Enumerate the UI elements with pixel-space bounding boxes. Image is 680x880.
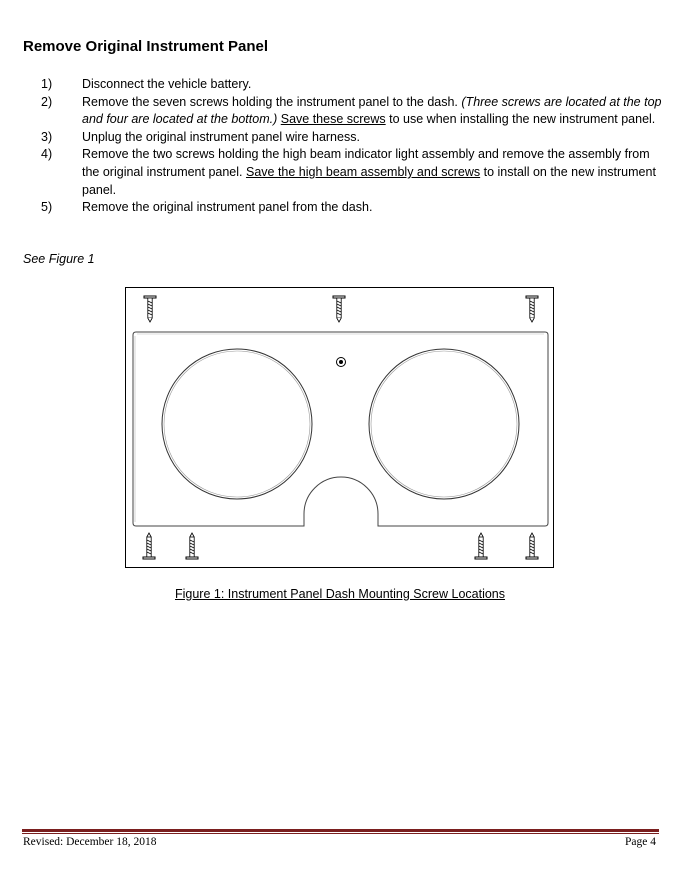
step-text [82,94,662,129]
step-text-part: to use when installing the new instrument panel. [385,112,656,127]
instruction-list [41,76,661,217]
figure-caption: Figure 1: Instrument Panel Dash Mounting Screw Locations [174,587,506,601]
instrument-panel-figure [125,287,554,568]
step-text-underline: Save these screws [280,112,386,127]
left-gauge-circle [162,349,312,499]
top-center-screw [333,296,345,322]
list-item [41,76,661,94]
top-left-screw [144,296,156,322]
step-number: 2) [41,94,53,109]
right-gauge-circle [369,349,519,499]
page-heading: Remove Original Instrument Panel [23,38,269,55]
instrument-panel-diagram [126,288,555,569]
step-text: Unplug the original instrument panel wire harness. [82,129,360,144]
bottom-screw-2 [186,533,198,559]
bottom-screw-4 [526,533,538,559]
step-number: 4) [41,147,53,162]
list-item [41,199,661,217]
footer-page-number: Page 4 [625,836,656,848]
bottom-screw-3 [475,533,487,559]
step-text-part: Remove the seven screws holding the instrument panel to the dash. [82,94,462,109]
step-number: 5) [41,200,53,215]
step-number: 3) [41,129,53,144]
step-text-underline: Save the high beam assembly and screws [245,164,481,179]
step-text: Disconnect the vehicle battery. [82,77,252,91]
step-text-part: Remove the two screws holding the high beam indicator light assembly and remove the assembly from the original instrument panel. [82,147,650,179]
footer-rule-thin [22,833,659,834]
high-beam-indicator-hole [337,358,346,367]
bottom-screw-1 [143,533,155,559]
step-text [82,146,662,199]
list-item [41,94,661,129]
step-text-italic: (Three screws are located at the top and four are located at the bottom.) [82,94,662,127]
top-right-screw [526,296,538,322]
list-item [41,146,661,199]
step-number: 1) [41,77,53,91]
list-item [41,129,661,147]
see-figure-note: See Figure 1 [23,252,95,266]
step-text-part: to install on the new instrument panel. [82,164,656,197]
step-text: Remove the original instrument panel from the dash. [82,200,373,215]
footer-revised-date: Revised: December 18, 2018 [23,836,157,848]
footer-rule [22,829,659,832]
